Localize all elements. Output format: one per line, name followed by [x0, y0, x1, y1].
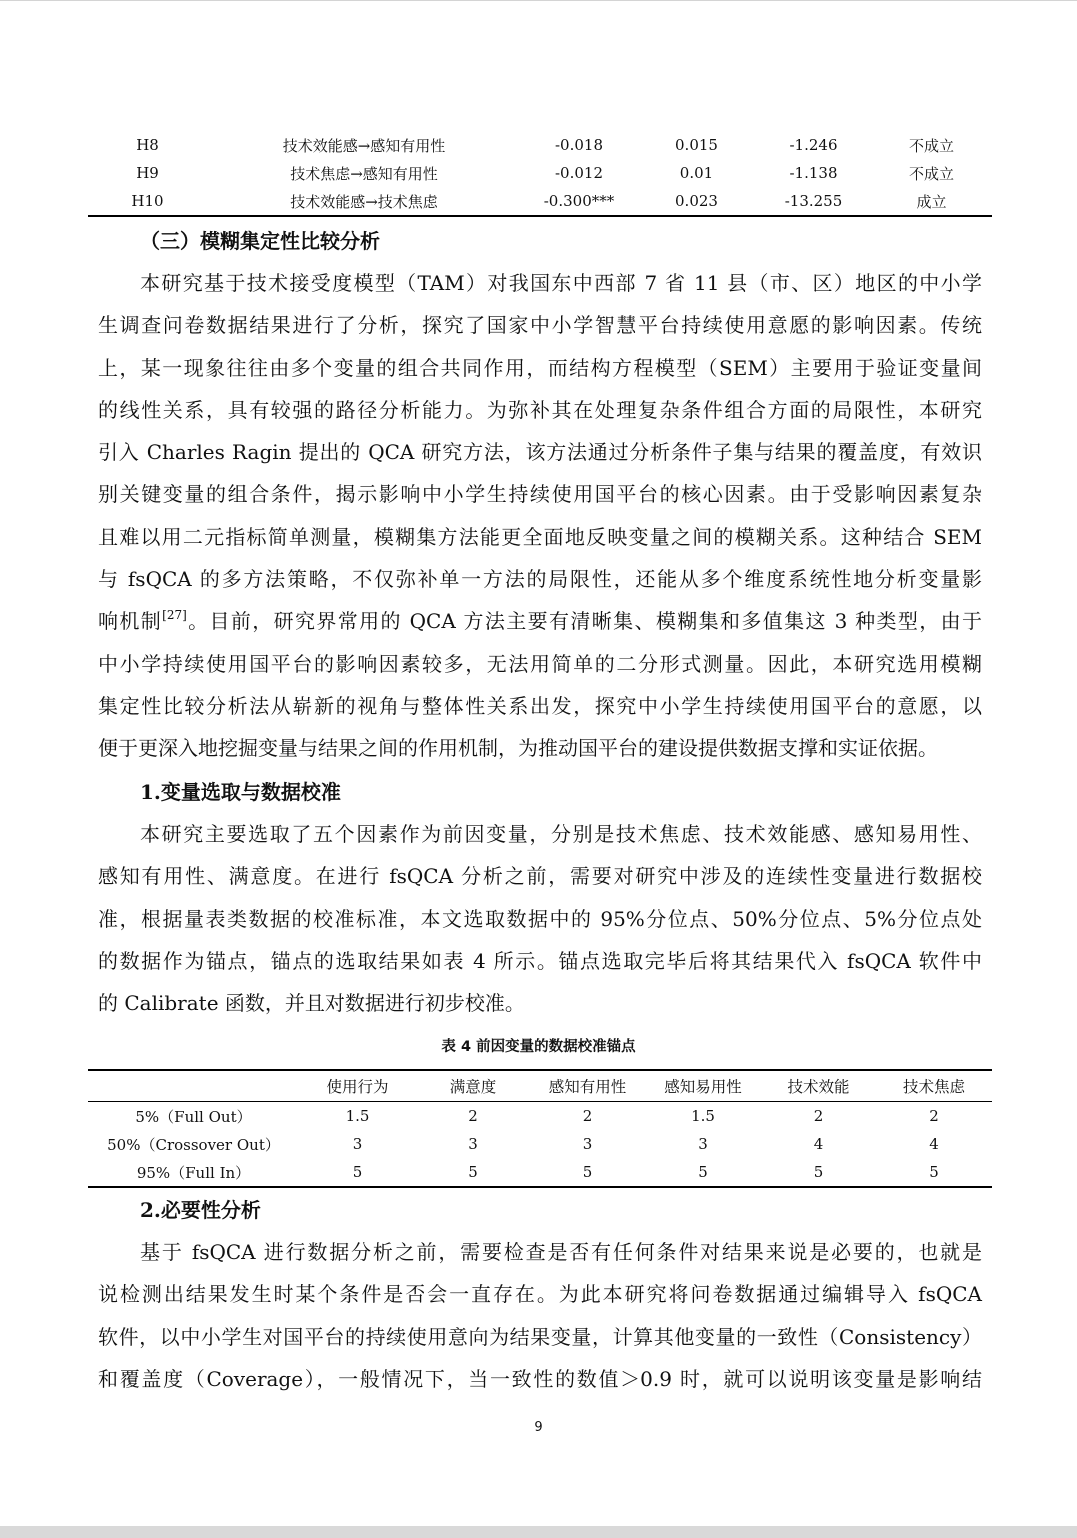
text-line: 本研究主要选取了五个因素作为前因变量，分别是技术焦虑、技术效能感、感知易用性、 [140, 822, 982, 846]
table-cell: 3 [468, 1135, 478, 1153]
text-line: 的数据作为锚点，锚点的选取结果如表 4 所示。锚点选取完毕后将其结果代入 fsQCA 软件中 [98, 948, 982, 973]
table-caption: 表 4 前因变量的数据校准锚点 [441, 1039, 636, 1055]
t-value: -13.255 [756, 187, 871, 216]
hypothesis-id: H9 [136, 164, 159, 182]
hypothesis-results-table [88, 131, 992, 217]
text-segment: 。目前，研究界常用的 QCA 方法主要有清晰集、模糊集和多值集这 3 种类型，由于 [186, 609, 983, 634]
text-line: 引入 Charles Ragin 提出的 QCA 研究方法，该方法通过分析条件子集与结果的覆盖度，有效识 [98, 440, 982, 465]
text-line: 和覆盖度（Coverage），一般情况下，当一致性的数值＞0.9 时，就可以说明该变量是影响结 [98, 1366, 982, 1391]
text-line: 与 fsQCA 的多方法策略，不仅弥补单一方法的局限性，还能从多个维度系统性地分析变量影 [98, 567, 982, 592]
table-cell: 2 [468, 1107, 478, 1125]
table-row [88, 187, 992, 216]
test-result: 不成立 [908, 136, 954, 155]
page-top-edge [0, 0, 1077, 1]
section3-paragraph [98, 262, 982, 770]
table-row [88, 1130, 992, 1158]
table-cell: 5 [698, 1163, 708, 1181]
table-cell: 5 [468, 1163, 478, 1181]
text-line: 中小学持续使用国平台的影响因素较多，无法用简单的二分形式测量。因此，本研究选用模糊 [98, 651, 982, 676]
column-header: 感知有用性 [530, 1070, 645, 1102]
table-cell: 2 [582, 1107, 593, 1125]
path-coefficient: -0.300*** [521, 187, 637, 216]
text-line: 本研究基于技术接受度模型（TAM）对我国东中西部 7 省 11 县（市、区）地区的中小学 [140, 271, 982, 295]
column-header: 技术焦虑 [876, 1070, 992, 1102]
table-cell: 3 [698, 1135, 708, 1153]
hypothesis-id: H10 [88, 187, 207, 216]
text-line: 的线性关系，具有较强的路径分析能力。为弥补其在处理复杂条件组合方面的局限性，本研究 [98, 397, 982, 422]
table-cell: 1.5 [345, 1107, 370, 1125]
test-result: 成立 [871, 187, 992, 216]
citation-ref[interactable]: [27] [162, 607, 187, 622]
anchor-label: 95%（Full In） [136, 1163, 251, 1182]
subsection-heading: 1.变量选取与数据校准 [140, 780, 341, 804]
column-header: 满意度 [416, 1070, 530, 1102]
table-cell: 5 [352, 1163, 363, 1181]
test-result: 不成立 [908, 164, 954, 183]
path-coefficient: -0.018 [554, 136, 603, 154]
text-line: 上，某一现象往往由多个变量的组合共同作用，而结构方程模型（SEM）主要用于验证变量间 [98, 355, 982, 380]
table-cell: 1.5 [691, 1107, 715, 1125]
table-cell: 3 [582, 1135, 593, 1153]
path-coefficient: -0.012 [554, 164, 603, 182]
text-line: 的 Calibrate 函数，并且对数据进行初步校准。 [98, 991, 525, 1016]
subsection2-paragraph [98, 1231, 982, 1400]
table-cell: 4 [929, 1135, 939, 1153]
standard-error: 0.01 [679, 164, 714, 182]
table-cell: 2 [813, 1107, 824, 1125]
table-cell: 2 [929, 1107, 939, 1125]
text-line: 基于 fsQCA 进行数据分析之前，需要检查是否有任何条件对结果来说是必要的，也就是 [140, 1240, 982, 1264]
anchor-label: 5%（Full Out） [135, 1107, 252, 1126]
table-cell: 5 [813, 1163, 824, 1181]
column-header: 感知易用性 [645, 1070, 761, 1102]
text-segment: 响机制 [98, 609, 163, 634]
t-value: -1.246 [789, 136, 838, 154]
table-row [88, 131, 992, 159]
calibration-anchor-table [88, 1069, 992, 1188]
table-cell: 5 [929, 1163, 939, 1181]
column-header: 使用行为 [299, 1070, 416, 1102]
hypothesis-id: H8 [136, 136, 159, 154]
table-header-row [88, 1070, 992, 1102]
table-row [88, 1158, 992, 1187]
table-row [88, 1102, 992, 1131]
anchor-label: 50%（Crossover Out） [107, 1135, 280, 1154]
table-cell: 4 [813, 1135, 824, 1153]
hypothesis-path: 技术效能感→技术焦虑 [207, 187, 521, 216]
standard-error: 0.023 [637, 187, 756, 216]
section-heading: （三）模糊集定性比较分析 [140, 229, 380, 253]
hypothesis-path: 技术效能感→感知有用性 [282, 136, 446, 155]
text-line: 便于更深入地挖掘变量与结果之间的作用机制，为推动国平台的建设提供数据支撑和实证依据。 [98, 736, 938, 761]
table-cell: 3 [352, 1135, 363, 1153]
page-number: 9 [534, 1420, 543, 1435]
text-line: 集定性比较分析法从崭新的视角与整体性关系出发，探究中小学生持续使用国平台的意愿，以 [98, 693, 982, 718]
subsection1-paragraph [98, 813, 982, 1024]
text-line [98, 600, 982, 642]
hypothesis-path: 技术焦虑→感知有用性 [290, 164, 438, 183]
text-line: 生调查问卷数据结果进行了分析，探究了国家中小学智慧平台持续使用意愿的影响因素。传统 [98, 313, 982, 338]
text-line: 软件，以中小学生对国平台的持续使用意向为结果变量，计算其他变量的一致性（Consistency） [98, 1324, 982, 1349]
column-header [88, 1070, 299, 1102]
text-line: 准，根据量表类数据的校准标准，本文选取数据中的 95%分位点、50%分位点、5%分位点处 [98, 906, 982, 931]
standard-error: 0.015 [675, 136, 718, 154]
text-line: 说检测出结果发生时某个条件是否会一直存在。为此本研究将问卷数据通过编辑导入 fsQCA [98, 1282, 982, 1307]
table-cell: 5 [582, 1163, 593, 1181]
text-line: 别关键变量的组合条件，揭示影响中小学生持续使用国平台的核心因素。由于受影响因素复杂 [98, 482, 982, 507]
table-row [88, 159, 992, 187]
column-header: 技术效能 [761, 1070, 876, 1102]
page-bottom-edge [0, 1526, 1077, 1538]
text-line: 且难以用二元指标简单测量，模糊集方法能更全面地反映变量之间的模糊关系。这种结合 SEM [98, 524, 982, 549]
subsection-heading: 2.必要性分析 [140, 1198, 261, 1222]
t-value: -1.138 [789, 164, 838, 182]
text-line: 感知有用性、满意度。在进行 fsQCA 分析之前，需要对研究中涉及的连续性变量进行数据校 [98, 864, 982, 889]
